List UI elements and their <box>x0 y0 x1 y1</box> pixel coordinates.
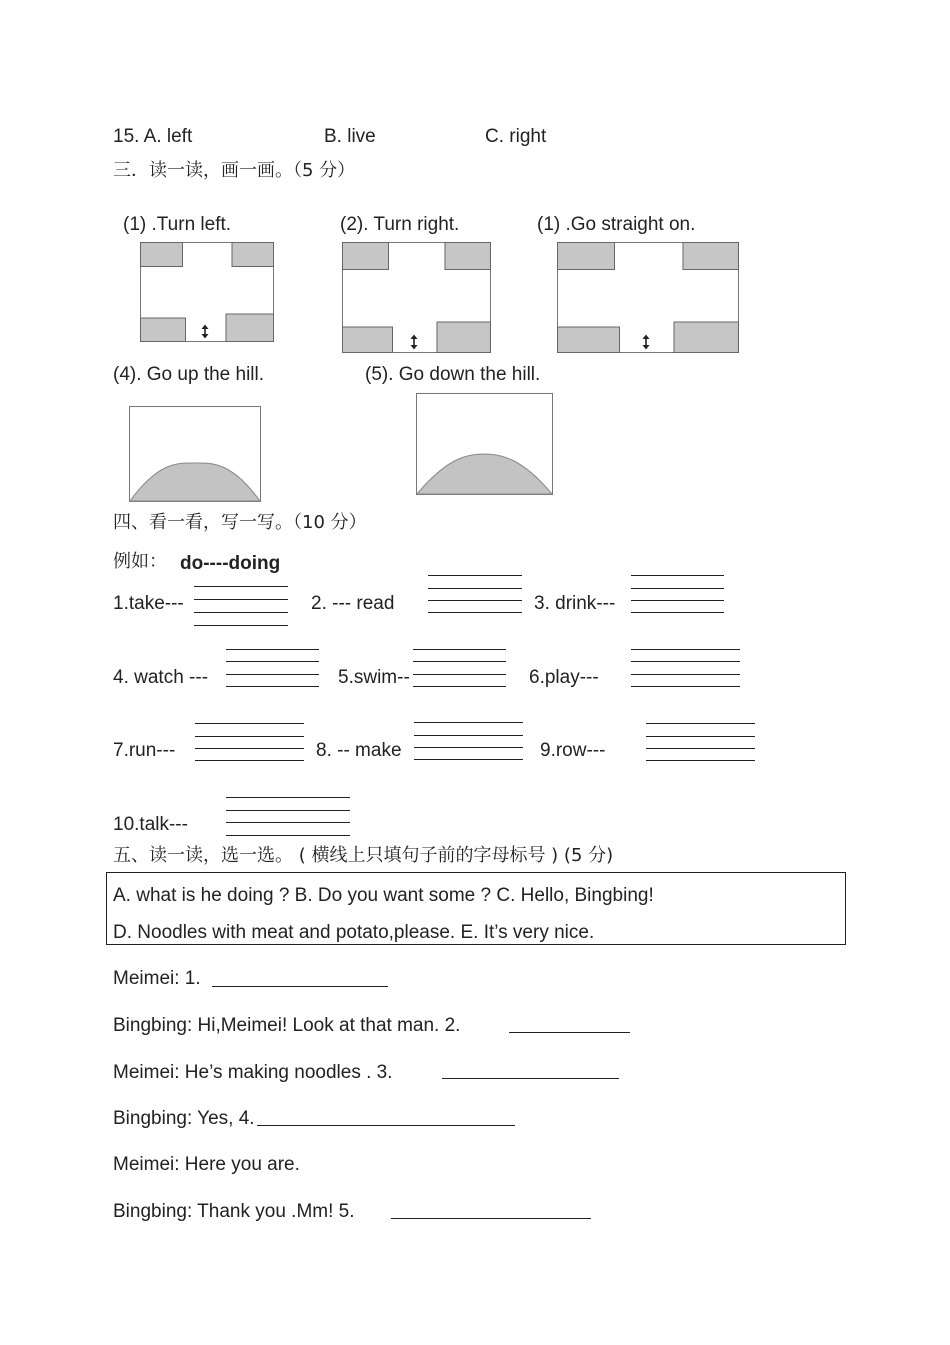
dialogue-line-4: Bingbing: Yes, 4. <box>113 1108 255 1129</box>
task-turn-right-label: (2). Turn right. <box>340 214 460 235</box>
dialogue-line-1: Meimei: 1. <box>113 968 201 989</box>
options-line-1: A. what is he doing ? B. Do you want some ? C. Hello, Bingbing! <box>113 885 654 906</box>
word-take: 1.take--- <box>113 593 184 614</box>
answer-blank-5[interactable] <box>391 1218 591 1219</box>
crossroad-map-3 <box>557 242 739 353</box>
task-go-straight-label: (1) .Go straight on. <box>537 214 696 235</box>
task-turn-left-label: (1) .Turn left. <box>123 214 232 235</box>
word-row: 9.row--- <box>540 740 606 761</box>
example-value: do----doing <box>180 553 281 574</box>
answer-blank-2[interactable] <box>509 1032 630 1033</box>
word-make: 8. -- make <box>316 740 402 761</box>
task-up-hill-label: (4). Go up the hill. <box>113 364 265 385</box>
crossroad-map-2 <box>342 242 491 353</box>
answer-blank-1[interactable] <box>212 986 388 987</box>
dialogue-line-3: Meimei: He’s making noodles . 3. <box>113 1062 393 1083</box>
word-run: 7.run--- <box>113 740 176 761</box>
hill-picture-1 <box>129 406 261 502</box>
word-watch: 4. watch --- <box>113 667 209 688</box>
section4-title: 四、看一看，写一写。（10 分） <box>113 512 367 533</box>
section5-title: 五、读一读，选一选。 ( 横线上只填句子前的字母标号 ) (5 分) <box>113 845 614 866</box>
options-line-2: D. Noodles with meat and potato,please. E. It’s very nice. <box>113 922 595 943</box>
word-swim: 5.swim-- <box>338 667 410 688</box>
dialogue-line-2: Bingbing: Hi,Meimei! Look at that man. 2. <box>113 1015 461 1036</box>
hill-picture-2 <box>416 393 553 495</box>
section3-title: 三．读一读，画一画。（5 分） <box>113 160 356 181</box>
example-label: 例如： <box>113 551 167 572</box>
q15-option-b: B. live <box>324 126 376 147</box>
crossroad-map-1 <box>140 242 274 342</box>
dialogue-line-5: Meimei: Here you are. <box>113 1154 300 1175</box>
word-read: 2. --- read <box>311 593 395 614</box>
q15-option-c: C. right <box>485 126 547 147</box>
q15-option-a: 15. A. left <box>113 126 193 147</box>
word-play: 6.play--- <box>529 667 599 688</box>
word-talk: 10.talk--- <box>113 814 188 835</box>
task-down-hill-label: (5). Go down the hill. <box>365 364 541 385</box>
answer-blank-3[interactable] <box>442 1078 619 1079</box>
word-drink: 3. drink--- <box>534 593 616 614</box>
dialogue-line-6: Bingbing: Thank you .Mm! 5. <box>113 1201 355 1222</box>
answer-blank-4[interactable] <box>257 1125 515 1126</box>
